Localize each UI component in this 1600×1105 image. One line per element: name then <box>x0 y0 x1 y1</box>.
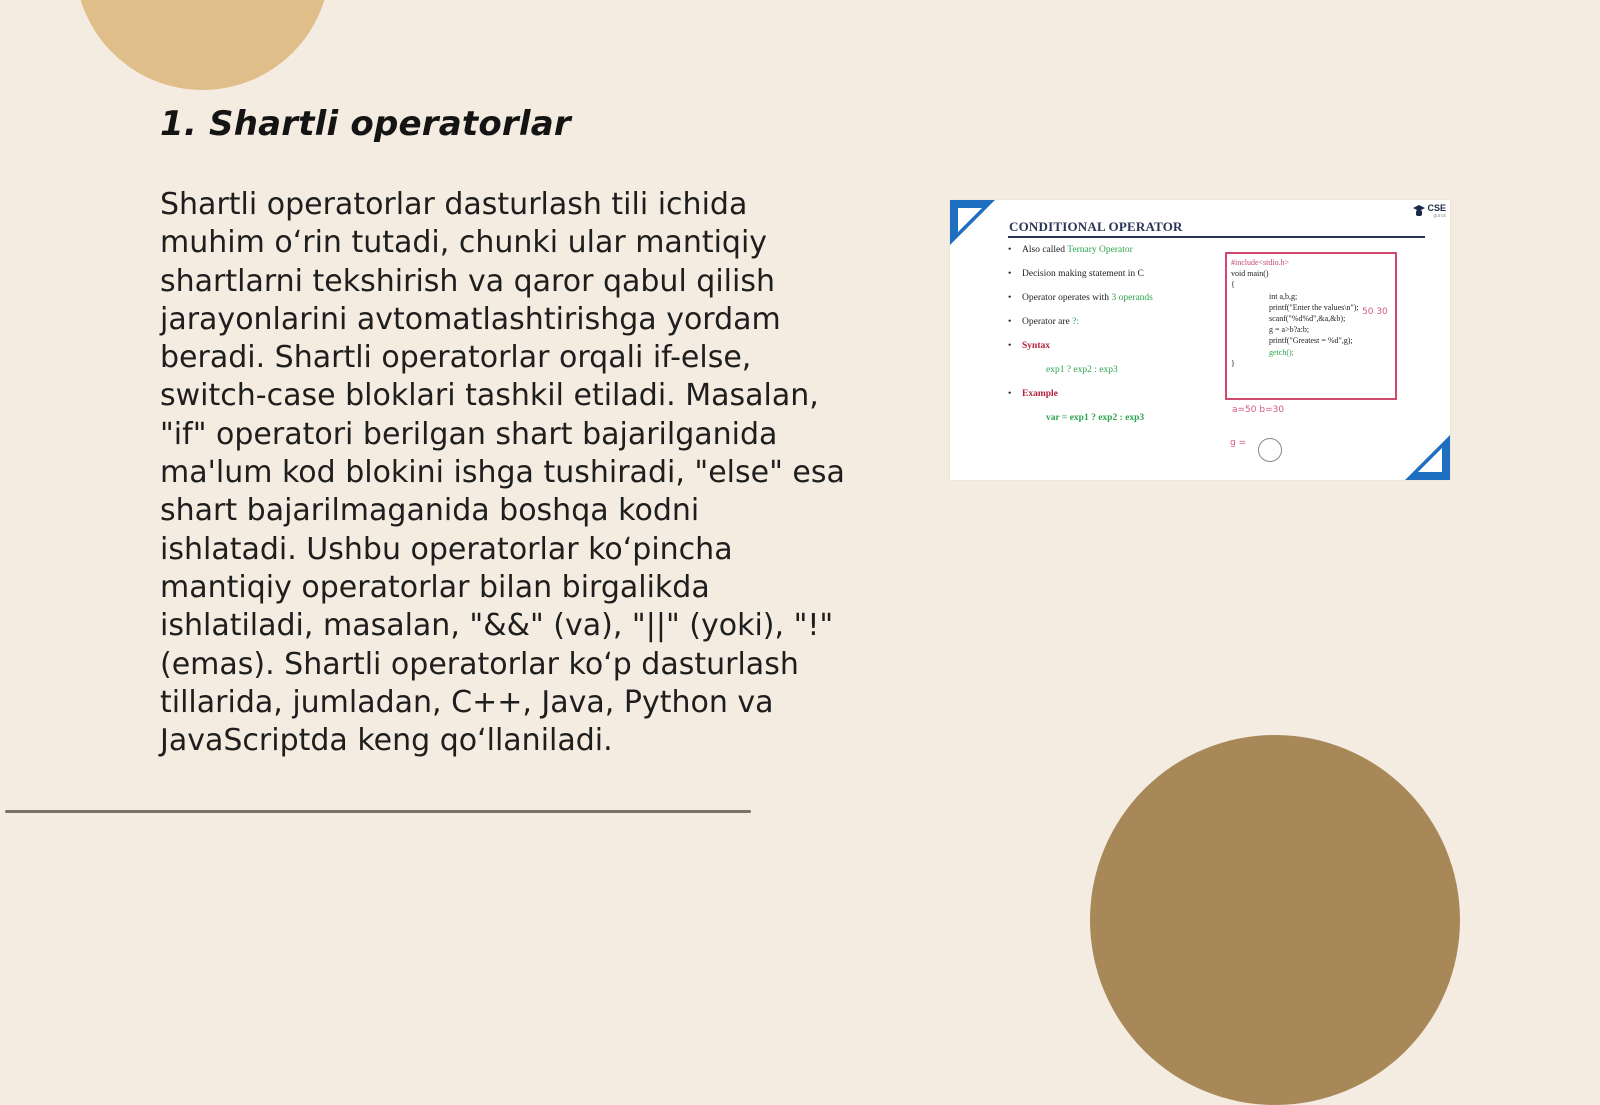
list-item: • Operator are ?: <box>1008 315 1153 339</box>
handwritten-note: a=50 b=30 <box>1232 405 1285 415</box>
list-item: • Syntax <box>1008 339 1153 363</box>
handwritten-note: 50 30 <box>1362 307 1388 317</box>
decorative-circle-bottom <box>1090 735 1460 1105</box>
list-item: • Operator operates with 3 operands <box>1008 291 1153 315</box>
cse-logo: CSE gurus <box>1413 203 1446 219</box>
thumbnail-bullet-list <box>1008 243 1153 435</box>
thumbnail-title-underline <box>1008 236 1425 238</box>
slide-body-text: Shartli operatorlar dasturlash tili ichida muhim o‘rin tutadi, chunki ular mantiqiy shartlarni tekshirish va qaror qabul qilish jarayonlarini avtomatlashtirishga yordam beradi. Shartli operatorlar orqali if-else, switch-case bloklari tashkil etiladi. Masalan, "if" operatori berilgan shart bajarilganida ma'lum kod blokini ishga tushiradi, "else" esa shart bajarilmaganida boshqa kodni ishlatadi. Ushbu operatorlar ko‘pincha mantiqiy operatorlar bilan birgalikda ishlatiladi, masalan, "&&" (va), "||" (yoki), "!" (emas). Shartli operatorlar ko‘p dasturlash tillarida, jumladan, C++, Java, Python va JavaScriptda keng qo‘llaniladi. <box>160 187 845 759</box>
syntax-line: exp1 ? exp2 : exp3 <box>1046 365 1118 375</box>
divider-line <box>5 810 751 813</box>
code-snippet-box: #include<stdio.h> void main() { int a,b,g; printf("Enter the values\n"); scanf("%d%d",&a,&b); g = a>b?a:b; printf("Greatest = %d",g); getch(); } <box>1225 252 1397 400</box>
list-item: • Example <box>1008 387 1153 411</box>
thumbnail-title: CONDITIONAL OPERATOR <box>1009 219 1183 234</box>
slide-title: 1. Shartli operatorlar <box>160 104 571 144</box>
list-item: • Decision making statement in C <box>1008 267 1153 291</box>
handwritten-note: g = <box>1230 438 1247 448</box>
handwritten-circle <box>1258 438 1282 462</box>
decorative-circle-top <box>75 0 330 90</box>
example-line: var = exp1 ? exp2 : exp3 <box>1046 413 1145 423</box>
graduation-cap-icon <box>1413 204 1425 218</box>
embedded-slide-image <box>950 200 1450 480</box>
list-item: • Also called Ternary Operator <box>1008 243 1153 267</box>
